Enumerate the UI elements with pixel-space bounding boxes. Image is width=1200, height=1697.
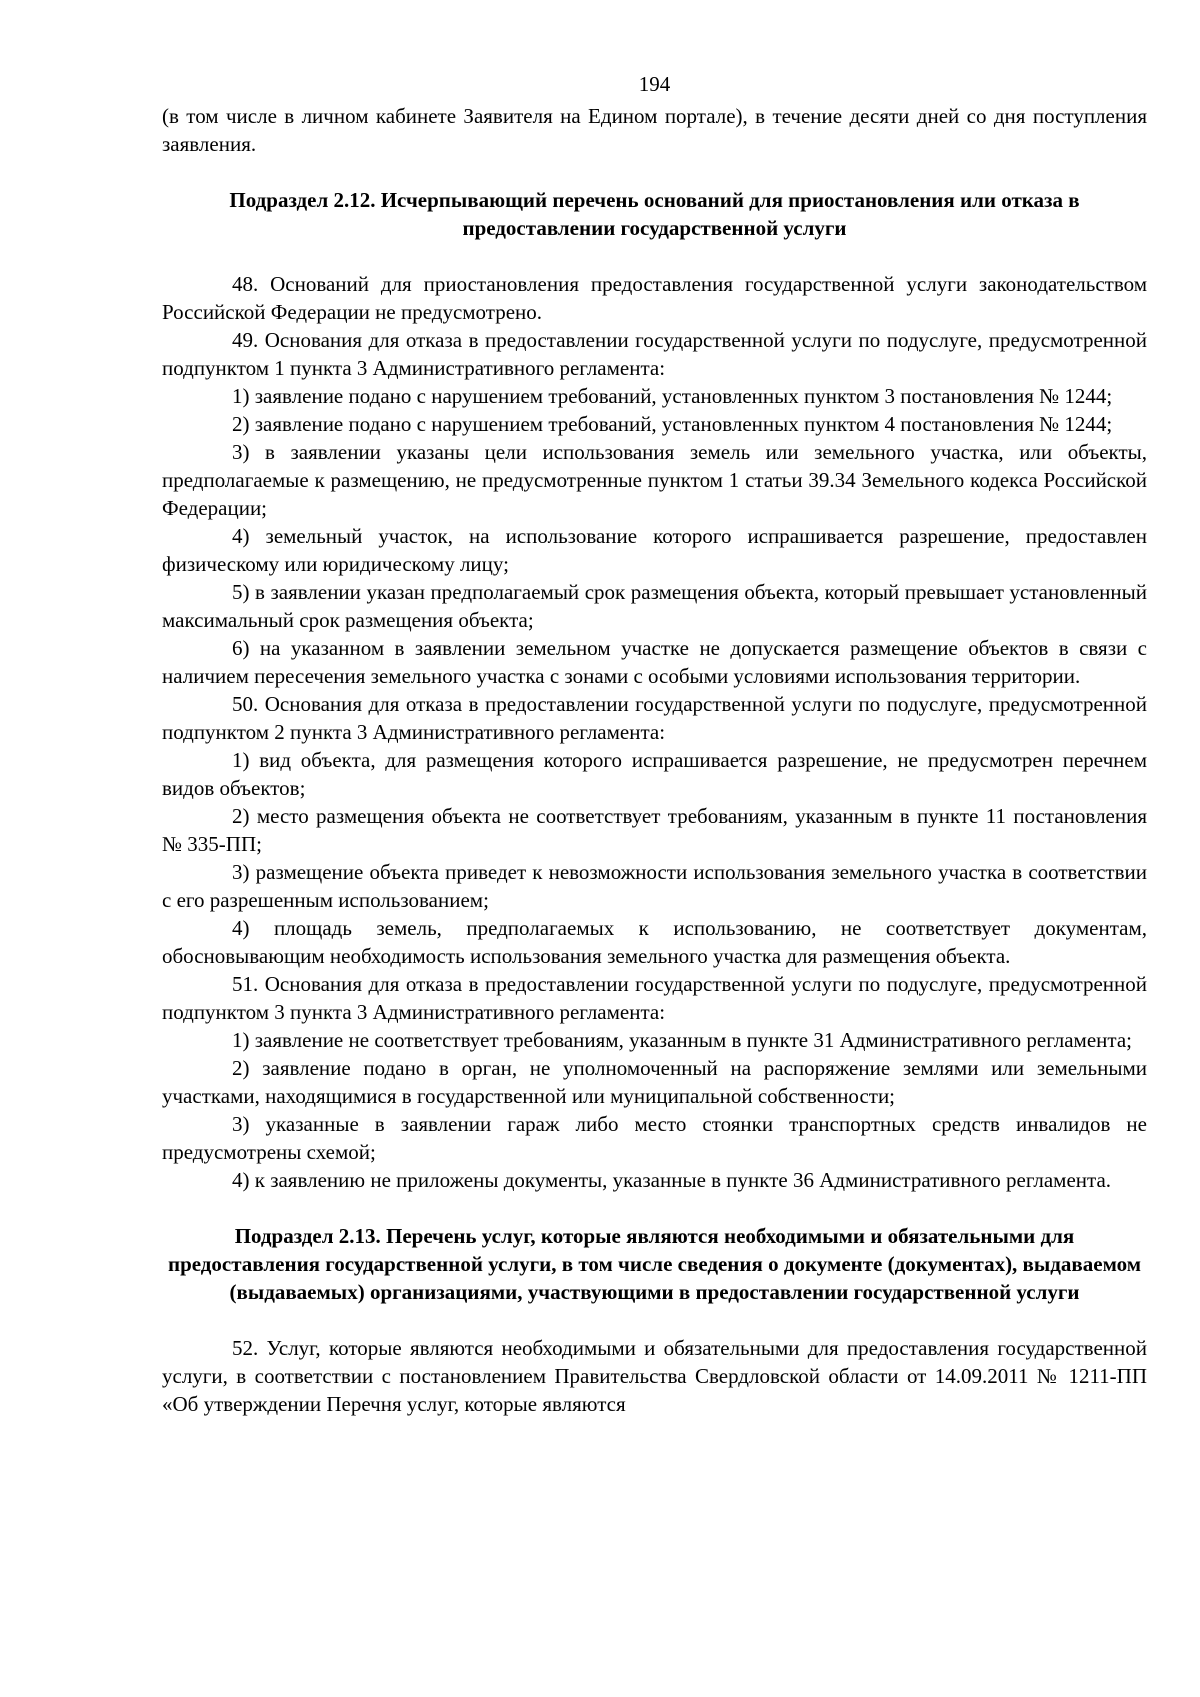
list-item: 1) вид объекта, для размещения которого испрашивается разрешение, не предусмотрен перечнем видов объектов; <box>162 748 1147 800</box>
paragraph-49: 49. Основания для отказа в предоставлении государственной услуги по подуслуге, предусмотренной подпунктом 1 пункта 3 Административного регламента: <box>162 328 1147 380</box>
list-item: 3) в заявлении указаны цели использования земель или земельного участка, или объекты, предполагаемые к размещению, не предусмотренные пунктом 1 статьи 39.34 Земельного кодекса Российской Федерации; <box>162 440 1147 520</box>
list-item: 5) в заявлении указан предполагаемый срок размещения объекта, который превышает установленный максимальный срок размещения объекта; <box>162 580 1147 632</box>
section-213-heading: Подраздел 2.13. Перечень услуг, которые являются необходимыми и обязательными для предоставления государственной услуги, в том числе сведения о документе (документах), выдаваемом (выдаваемых) организациями, участвующими в предоставлении государственной услуги <box>167 1224 1142 1304</box>
list-item: 2) заявление подано с нарушением требований, установленных пунктом 4 постановления № 1244; <box>232 412 1113 436</box>
document-page <box>162 70 1147 1418</box>
list-item: 2) место размещения объекта не соответствует требованиям, указанным в пункте 11 постановления № 335-ПП; <box>162 804 1147 856</box>
paragraph-51: 51. Основания для отказа в предоставлении государственной услуги по подуслуге, предусмотренной подпунктом 3 пункта 3 Административного регламента: <box>162 972 1147 1024</box>
paragraph-50: 50. Основания для отказа в предоставлении государственной услуги по подуслуге, предусмотренной подпунктом 2 пункта 3 Административного регламента: <box>162 692 1147 744</box>
spacer <box>162 242 1147 270</box>
spacer <box>162 158 1147 186</box>
list-item: 3) размещение объекта приведет к невозможности использования земельного участка в соответствии с его разрешенным использованием; <box>162 860 1147 912</box>
list-item: 1) заявление подано с нарушением требований, установленных пунктом 3 постановления № 1244; <box>232 384 1113 408</box>
list-item: 4) площадь земель, предполагаемых к использованию, не соответствует документам, обосновывающим необходимость использования земельного участка для размещения объекта. <box>162 916 1147 968</box>
spacer <box>162 1194 1147 1222</box>
page-number: 194 <box>638 72 671 96</box>
list-item: 2) заявление подано в орган, не уполномоченный на распоряжение землями или земельными участками, находящимися в государственной или муниципальной собственности; <box>162 1056 1147 1108</box>
list-item: 6) на указанном в заявлении земельном участке не допускается размещение объектов в связи с наличием пересечения земельного участка с зонами с особыми условиями использования территории. <box>162 636 1147 688</box>
list-item: 3) указанные в заявлении гараж либо место стоянки транспортных средств инвалидов не предусмотрены схемой; <box>162 1112 1147 1164</box>
list-item: 4) земельный участок, на использование которого испрашивается разрешение, предоставлен физическому или юридическому лицу; <box>162 524 1147 576</box>
list-item: 4) к заявлению не приложены документы, указанные в пункте 36 Административного регламента. <box>232 1168 1112 1192</box>
section-212-heading: Подраздел 2.12. Исчерпывающий перечень оснований для приостановления или отказа в предоставлении государственной услуги <box>229 188 1080 240</box>
paragraph-48: 48. Оснований для приостановления предоставления государственной услуги законодательством Российской Федерации не предусмотрено. <box>162 272 1147 324</box>
paragraph-52: 52. Услуг, которые являются необходимыми и обязательными для предоставления государственной услуги, в соответствии с постановлением Правительства Свердловской области от 14.09.2011 № 1211-ПП «Об утверждении Перечня услуг, которые являются <box>162 1336 1147 1416</box>
spacer <box>162 1306 1147 1334</box>
list-item: 1) заявление не соответствует требованиям, указанным в пункте 31 Административного регламента; <box>232 1028 1132 1052</box>
intro-paragraph: (в том числе в личном кабинете Заявителя на Едином портале), в течение десяти дней со дня поступления заявления. <box>162 104 1147 156</box>
